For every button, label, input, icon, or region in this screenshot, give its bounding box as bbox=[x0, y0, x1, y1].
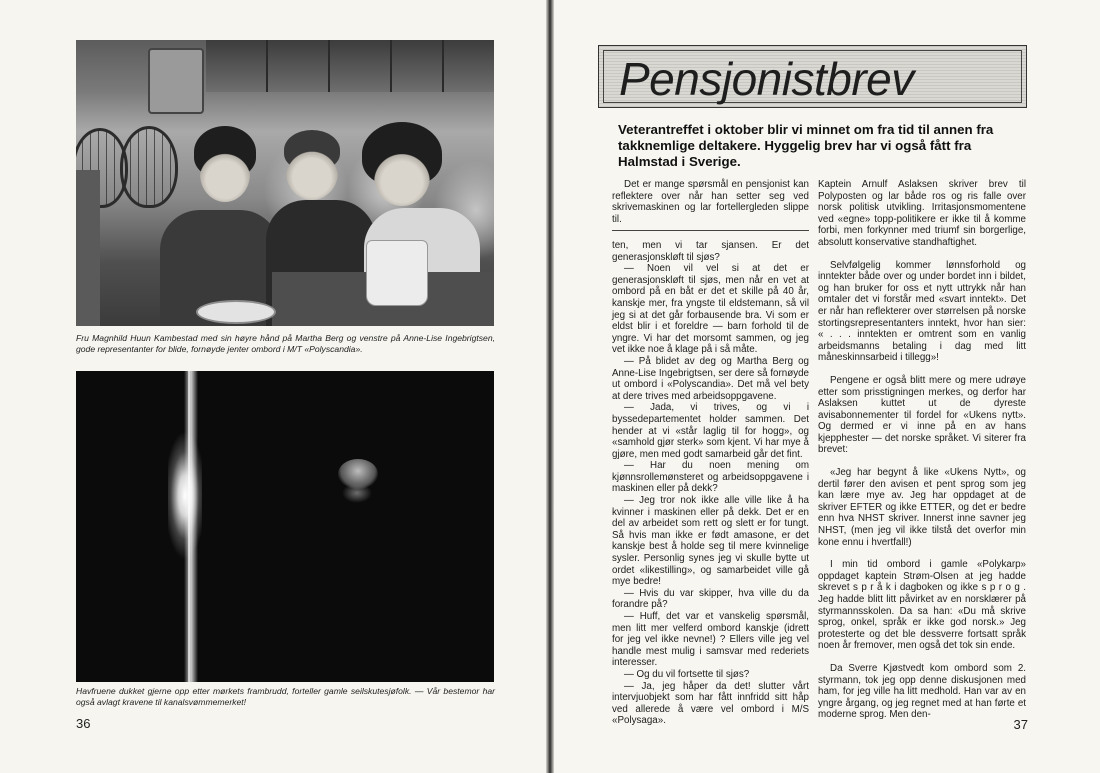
paragraph: — Ja, jeg håper da det! slutter vårt intervjuobjekt som har fått innfridd sitt håp ved allerede å være vel ombord i M/S «Polysaga». bbox=[612, 680, 809, 727]
photo-caption: Havfruene dukket gjerne opp etter mørkets frambrudd, forteller gamle seilskutesjøfolk. — Vår bestemor har også avlagt kravene til kanalsvømmemerket! bbox=[76, 686, 495, 707]
quote-paragraph: «Jeg har begynt å like «Ukens Nytt», og dertil fører den avisen et pent sprog som jeg kan lære mye av. Jeg har oppdaget at de skriver EFTER og ikke ETTER, og det er bedre enn hva NHST skriver. Innerst inne savner jeg NHST, (men jeg vil ikke tilstå det overfor min kone ennu i hvertfall!) bbox=[818, 467, 1026, 548]
article-lead: Veterantreffet i oktober blir vi minnet om fra tid til annen fra takknemlige deltakere. Hyggelig brev har vi også fått fra Halmstad i Sverige. bbox=[618, 122, 994, 169]
night-swimmer-photo bbox=[76, 371, 494, 682]
paragraph: Selvfølgelig kommer lønnsforhold og inntekter både over og under bordet inn i bildet, og han bruker for oss et nytt uttrykk når han omtaler det vi forstår med «svart inntekt». Det er når han reflekterer over størrelsen på norske stortingsrepresentanters inntekt, hvor han sier: « . . . inntekten er omtrent som en vanlig arbeidsmanns betaling i dag med litt måneskinnsarbeid i tillegg»! bbox=[818, 259, 1026, 364]
article-intro: Det er mange spørsmål en pensjonist kan reflektere over når han setter seg ved skrivemaskinen og lar fortellergleden slippe til. bbox=[612, 179, 809, 225]
paragraph: ten, men vi tar sjansen. Er det generasjonskløft til sjøs? bbox=[612, 240, 809, 263]
article-column-right bbox=[818, 179, 1026, 721]
page-number: 37 bbox=[1013, 717, 1028, 732]
paragraph: — Har du noen mening om kjønnsrollemønsteret og arbeidsoppgavene i maskinen eller på dekk? bbox=[612, 460, 809, 495]
divider bbox=[612, 230, 809, 231]
page-number: 36 bbox=[76, 716, 91, 731]
left-page bbox=[0, 0, 546, 773]
right-page bbox=[554, 0, 1100, 773]
paragraph: — Hvis du var skipper, hva ville du da forandre på? bbox=[612, 587, 809, 611]
paragraph: — Noen vil vel si at det er generasjonskløft til sjøs, men når en vet at ombord på en båt er det et skille på 40 år, kanskje mer, fra yngste til eldstemann, så vil jeg si at det går forbausende bra. Vi som er eldst blir i et foreldre — barn forhold til de yngre. Vi har det morsomt sammen, og jeg vet ikke noe å klage på i så måte. bbox=[612, 263, 809, 356]
kitchen-photo bbox=[76, 40, 494, 326]
paragraph: — På blidet av deg og Martha Berg og Anne-Lise Ingebrigtsen, ser dere så fornøyde ut ombord i «Polyscandia». Det må vel bety at dere trives med arbeidsoppgavene. bbox=[612, 355, 809, 402]
paragraph: Pengene er også blitt mere og mere udrøye etter som prisstigningen merkes, og derfor har Aslaksen kuttet ut de dyreste avisabonnementer til fordel for «Ukens nytt». Og dermed er vi inne på en av hans kjepphester — det norske språket. Vi siterer fra brevet: bbox=[818, 374, 1026, 456]
page-title: Pensjonistbrev bbox=[619, 53, 914, 105]
paragraph: I min tid ombord i gamle «Polykarp» oppdaget kaptein Strøm-Olsen at jeg hadde skrevet s p r å k i dagboken og ikke s p r o g . Jeg hadde blitt litt påvirket av en norsklærer på styrmannsskolen. Da sa han: «Du må skrive sprog, onkel, språk er ikke god norsk.» Jeg protesterte og det ble dessverre fortsatt språk noen år fremover, men også det tok sin ende. bbox=[818, 559, 1026, 652]
photo-caption: Fru Magnhild Huun Kambestad med sin høyre hånd på Martha Berg og venstre på Anne-Lise Ingebrigtsen, gode representanter for blide, fornøyde jenter ombord i M/T «Polyscandia». bbox=[76, 333, 495, 354]
paragraph: Da Sverre Kjøstvedt kom ombord som 2. styrmann, tok jeg opp denne diskusjonen med ham, for jeg ville ha litt medhold. Han var av en yngre årgang, og jeg regnet med at han førte et moderne sprog. Men den- bbox=[818, 662, 1026, 721]
paragraph: — Og du vil fortsette til sjøs? bbox=[624, 668, 750, 680]
article-column-middle bbox=[612, 240, 809, 727]
paragraph: — Jada, vi trives, og vi i byssedepartementet holder sammen. Det hender at vi «står laglig til for hogg», og «samhold gjør sterk» som kjent. Vi har mye å gjøre, men med godt samarbeid går det fint. bbox=[612, 402, 809, 460]
paragraph: — Huff, det var et vanskelig spørsmål, men litt mer velferd ombord kanskje (idrett for jeg vel ikke nevne!) ? Ellers ville jeg vel handle mest mulig i samsvar med rederiets interesser. bbox=[612, 611, 809, 669]
paragraph: — Jeg tror nok ikke alle ville like å ha kvinner i maskinen eller på dekk. Det er en del av arbeidet som rett og slett er for tungt. Så hvis man ikke er født amasone, er det kanskje best å holde seg til mere kvinnelige sysler. Personlig synes jeg vi skulle bytte ut ordet «likestilling», og samarbeidet ville gå mye bedre! bbox=[612, 495, 809, 588]
paragraph: Kaptein Arnulf Aslaksen skriver brev til Polyposten og lar både ros og ris falle over norsk politisk utvikling. Irritasjonsmomentene ved «egne» topp-politikere er ikke til å komme forbi, men forkynner med triumf sin borgerlige, absolutt konservative standhaftighet. bbox=[818, 179, 1026, 248]
title-banner bbox=[598, 45, 1027, 108]
book-gutter bbox=[546, 0, 554, 773]
